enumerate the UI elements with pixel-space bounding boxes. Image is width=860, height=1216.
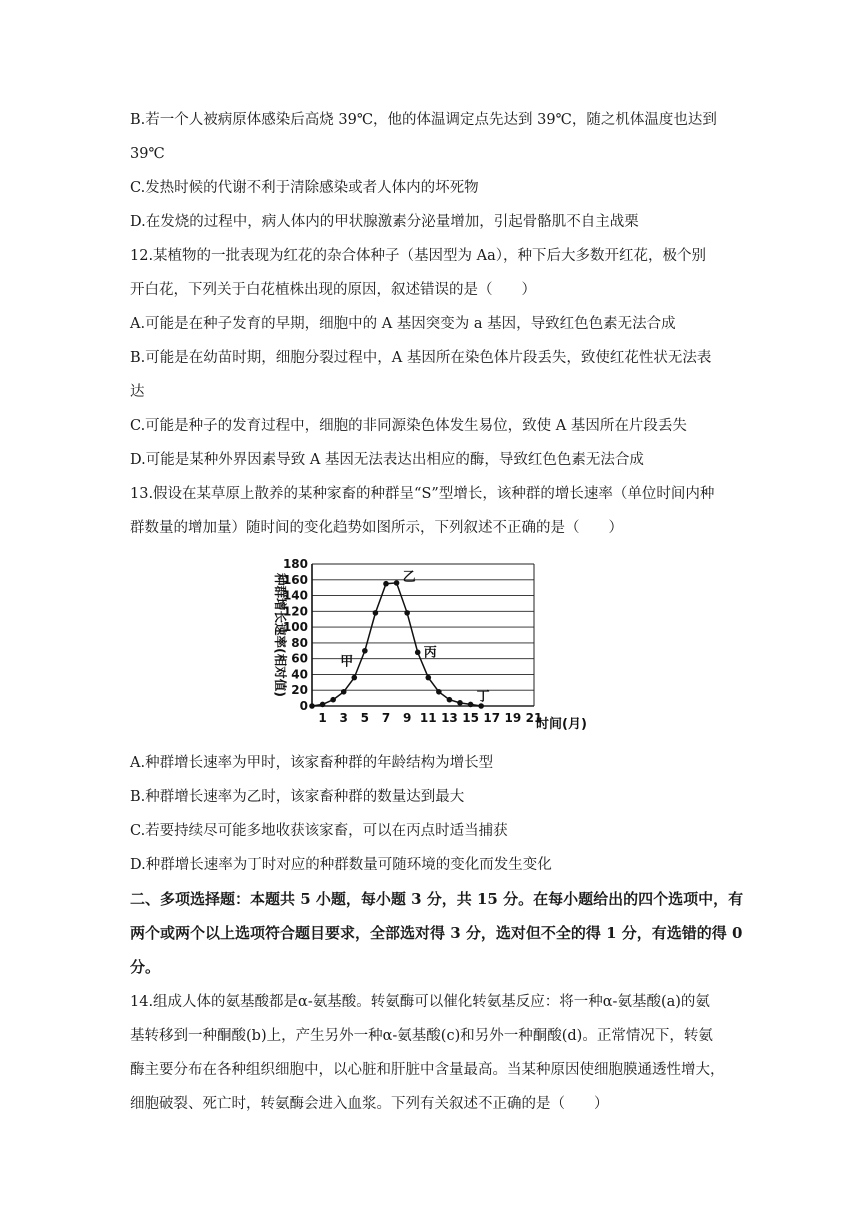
data-point: [373, 610, 379, 616]
x-tick-label: 5: [360, 711, 370, 725]
data-point: [362, 648, 368, 654]
text-line: C.若要持续尽可能多地收获该家畜，可以在丙点时适当捕获: [130, 823, 508, 839]
y-tick-label: 100: [282, 620, 308, 635]
text-line: B.种群增长速率为乙时，该家畜种群的数量达到最大: [130, 789, 465, 805]
text-line: B.若一个人被病原体感染后高烧 39℃，他的体温调定点先达到 39℃，随之机体温度也达到: [130, 112, 717, 128]
text-line: 两个或两个以上选项符合题目要求，全部选对得 3 分，选对但不全的得 1 分，有选错的得 0: [130, 924, 743, 942]
x-axis-label: 时间(月): [536, 717, 587, 732]
x-tick-label: 19: [504, 711, 522, 725]
data-point: [457, 700, 463, 706]
data-point: [425, 675, 431, 681]
text-line: 达: [130, 384, 145, 400]
x-tick-label: 15: [462, 711, 479, 725]
text-line: 群数量的增加量）随时间的变化趋势如图所示，下列叙述不正确的是（ ）: [130, 520, 623, 536]
y-tick-label: 140: [282, 588, 308, 603]
x-tick-label: 7: [381, 711, 391, 725]
data-point: [341, 689, 347, 695]
x-tick-label: 17: [483, 711, 501, 725]
text-line: 分。: [130, 958, 161, 976]
y-tick-label: 40: [291, 667, 308, 682]
data-point: [468, 702, 474, 708]
x-tick-label: 9: [402, 711, 412, 725]
data-point: [383, 581, 389, 587]
x-tick-label: 1: [318, 711, 327, 725]
data-point: [404, 610, 410, 616]
text-line: C.发热时候的代谢不利于清除感染或者人体内的坏死物: [130, 180, 479, 196]
data-point: [394, 580, 400, 586]
text-line: B.可能是在幼苗时期，细胞分裂过程中，A 基因所在染色体片段丢失，致使红花性状无法表: [130, 350, 712, 366]
text-line: D.在发烧的过程中，病人体内的甲状腺激素分泌量增加，引起骨骼肌不自主战栗: [130, 214, 639, 230]
text-line: 细胞破裂、死亡时，转氨酶会进入血浆。下列有关叙述不正确的是（ ）: [130, 1096, 609, 1112]
point-annotation: 丙: [423, 645, 437, 661]
text-line: 14.组成人体的氨基酸都是α-氨基酸。转氨酶可以催化转氨基反应：将一种α-氨基酸(a)的氨: [130, 994, 710, 1010]
data-point: [447, 697, 453, 703]
x-tick-label: 13: [441, 711, 458, 725]
y-tick-label: 160: [282, 572, 308, 587]
text-line: 基转移到一种酮酸(b)上，产生另外一种α-氨基酸(c)和另外一种酮酸(d)。正常情况下，转氨: [130, 1028, 713, 1044]
y-axis-label: 种群增长速率(相对值): [273, 573, 288, 697]
text-line: D.可能是某种外界因素导致 A 基因无法表达出相应的酶，导致红色色素无法合成: [130, 452, 644, 468]
point-annotation: 丁: [476, 689, 490, 705]
data-point: [436, 689, 442, 695]
data-point: [320, 702, 326, 708]
point-annotation: 乙: [402, 569, 416, 585]
y-tick-label: 0: [299, 699, 308, 713]
x-tick-label: 21: [525, 711, 543, 725]
y-tick-label: 180: [282, 557, 308, 571]
population-growth-rate-chart: [262, 552, 592, 732]
text-line: C.可能是种子的发育过程中，细胞的非同源染色体发生易位，致使 A 基因所在片段丢失: [130, 418, 687, 434]
data-point: [351, 675, 357, 681]
y-tick-label: 60: [291, 651, 308, 666]
text-line: 二、多项选择题：本题共 5 小题，每小题 3 分，共 15 分。在每小题给出的四个选项中，有: [130, 890, 744, 908]
y-tick-label: 120: [282, 604, 308, 619]
text-line: 39℃: [130, 146, 165, 162]
text-line: A.种群增长速率为甲时，该家畜种群的年龄结构为增长型: [130, 755, 494, 771]
data-point: [309, 703, 315, 709]
series-line: [312, 583, 481, 706]
text-line: D.种群增长速率为丁时对应的种群数量可随环境的变化而发生变化: [130, 857, 552, 873]
point-annotation: 甲: [340, 654, 354, 670]
data-point: [415, 650, 421, 656]
x-tick-label: 11: [419, 711, 437, 725]
y-tick-label: 20: [291, 683, 308, 698]
data-point: [330, 697, 336, 703]
x-tick-label: 3: [339, 711, 348, 725]
text-line: 开白花，下列关于白花植株出现的原因，叙述错误的是（ ）: [130, 282, 536, 298]
text-line: 13.假设在某草原上散养的某种家畜的种群呈“S”型增长，该种群的增长速率（单位时间内种: [130, 486, 715, 502]
text-line: A.可能是在种子发育的早期，细胞中的 A 基因突变为 a 基因，导致红色色素无法合成: [130, 316, 676, 332]
text-line: 酶主要分布在各种组织细胞中，以心脏和肝脏中含量最高。当某种原因使细胞膜通透性增大，: [130, 1062, 725, 1078]
text-line: 12.某植物的一批表现为红花的杂合体种子（基因型为 Aa），种下后大多数开红花，极个别: [130, 248, 707, 264]
y-tick-label: 80: [291, 635, 308, 650]
